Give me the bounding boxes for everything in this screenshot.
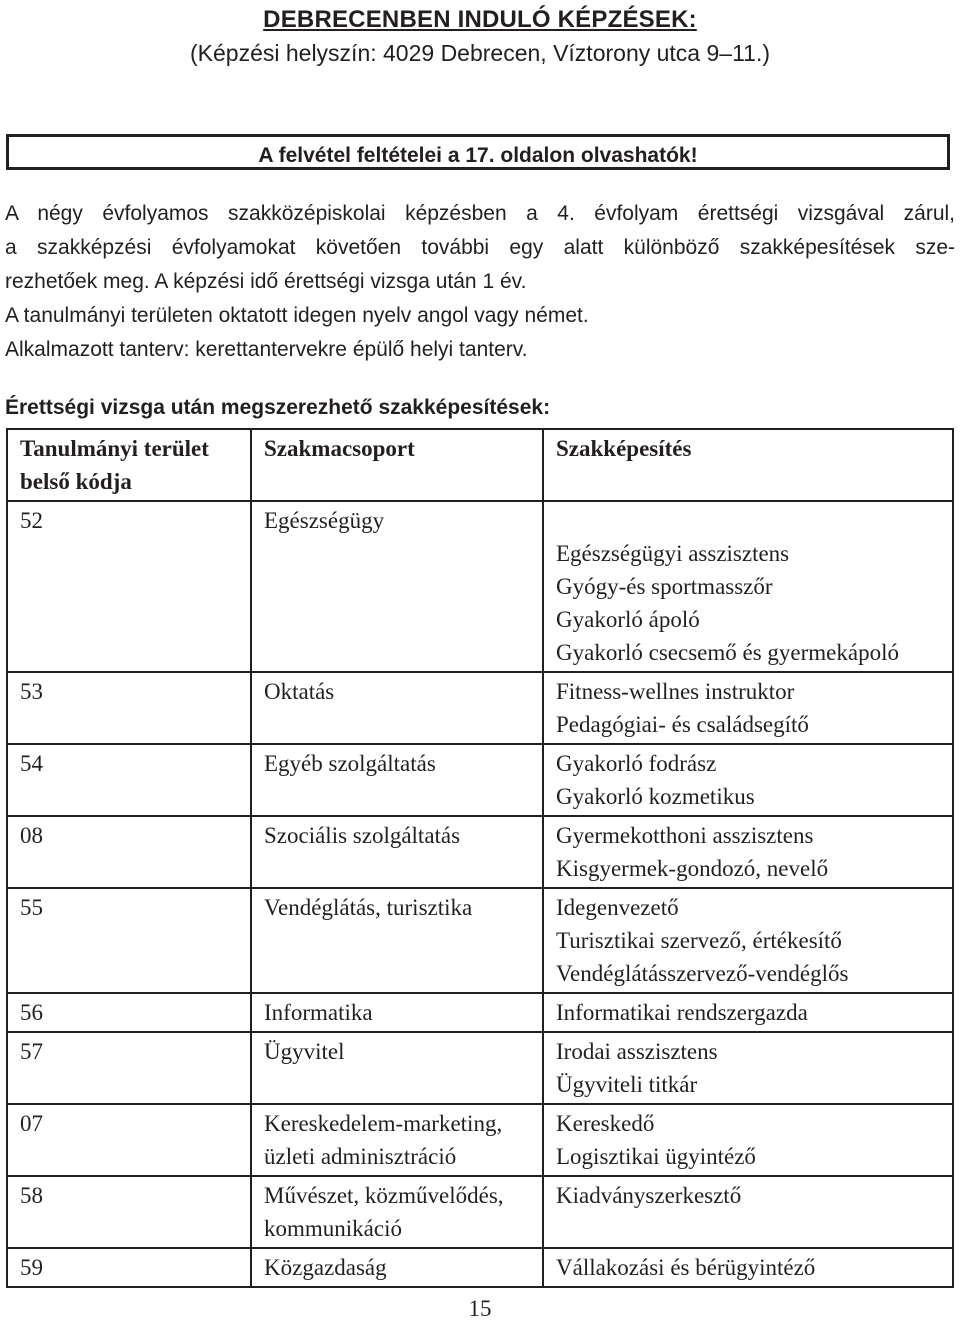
qualification-item: Irodai asszisztens (556, 1039, 718, 1064)
row-code: 53 (7, 672, 251, 744)
table-row (7, 993, 953, 1032)
qualification-item (556, 1212, 940, 1245)
qualification-item: Fitness-wellnes instruktor (556, 679, 795, 704)
intro-line-3: rezhetőek meg. A képzési idő érettségi vizsga után 1 év. (5, 270, 527, 293)
row-group (251, 1104, 543, 1176)
qualifications-table (6, 428, 954, 1288)
qualification-item: Turisztikai szervező, értékesítő (556, 928, 842, 953)
table-row (7, 744, 953, 816)
row-qualifications (543, 744, 953, 816)
row-group: Egészségügy (251, 501, 543, 672)
row-code: 07 (7, 1104, 251, 1176)
row-code: 56 (7, 993, 251, 1032)
row-code: 55 (7, 888, 251, 993)
row-group-line2: kommunikáció (264, 1216, 402, 1241)
row-group (251, 1176, 543, 1248)
table-row (7, 501, 953, 672)
qualification-item: Idegenvezető (556, 895, 679, 920)
table-row (7, 1176, 953, 1248)
header-code (7, 429, 251, 501)
admission-notice-box: A felvétel feltételei a 17. oldalon olvashatók! (6, 134, 950, 170)
row-qualifications (543, 1176, 953, 1248)
row-group-line1: Kereskedelem-marketing, (264, 1111, 503, 1136)
header-code-line2: belső kódja (20, 469, 132, 494)
table-header-row (7, 429, 953, 501)
qualification-item: Gyakorló kozmetikus (556, 784, 755, 809)
page-title: DEBRECENBEN INDULÓ KÉPZÉSEK: (263, 6, 697, 33)
training-location: (Képzési helyszín: 4029 Debrecen, Víztorony utca 9–11.) (189, 40, 770, 66)
row-group: Vendéglátás, turisztika (251, 888, 543, 993)
row-qualifications (543, 1032, 953, 1104)
row-code: 58 (7, 1176, 251, 1248)
row-group: Közgazdaság (251, 1248, 543, 1287)
row-qualifications (543, 993, 953, 1032)
table-row (7, 672, 953, 744)
section-heading: Érettségi vizsga után megszerezhető szakképesítések: (5, 396, 551, 419)
intro-line-1: A négy évfolyamos szakközépiskolai képzésben a 4. évfolyam érettségi vizsgával zárul, (5, 202, 955, 225)
table-row (7, 816, 953, 888)
table-row (7, 1104, 953, 1176)
qualification-item: Egészségügyi asszisztens (556, 541, 790, 566)
row-qualifications (543, 1248, 953, 1287)
header-group: Szakmacsoport (251, 429, 543, 501)
table-row (7, 888, 953, 993)
qualification-item: Gyakorló fodrász (556, 751, 717, 776)
row-qualifications (543, 672, 953, 744)
row-qualifications (543, 888, 953, 993)
qualification-item: Gyógy-és sportmasszőr (556, 574, 773, 599)
qualification-item: Logisztikai ügyintéző (556, 1144, 756, 1169)
row-group: Informatika (251, 993, 543, 1032)
row-group: Ügyvitel (251, 1032, 543, 1104)
header-qualification: Szakképesítés (543, 429, 953, 501)
qualification-item: Pedagógiai- és családsegítő (556, 712, 809, 737)
qualification-item: Gyakorló csecsemő és gyermekápoló (556, 640, 899, 665)
row-qualifications (543, 1104, 953, 1176)
page-number: 15 (468, 1296, 492, 1321)
intro-line-4: A tanulmányi területen oktatott idegen nyelv angol vagy német. (5, 304, 589, 327)
row-qualifications (543, 501, 953, 672)
header-code-line1: Tanulmányi terület (20, 436, 209, 461)
qualification-item: Ügyviteli titkár (556, 1072, 698, 1097)
table-row (7, 1248, 953, 1287)
row-group-line2: üzleti adminisztráció (264, 1144, 457, 1169)
row-code: 57 (7, 1032, 251, 1104)
table-row (7, 1032, 953, 1104)
row-code: 59 (7, 1248, 251, 1287)
qualification-item: Vállakozási és bérügyintéző (556, 1255, 816, 1280)
qualification-item: Gyakorló ápoló (556, 607, 700, 632)
row-group-line1: Művészet, közművelődés, (264, 1183, 504, 1208)
intro-line-2: a szakképzési évfolyamokat követően további egy alatt különböző szakképesítések sze- (5, 236, 955, 259)
row-code: 54 (7, 744, 251, 816)
qualification-item: Kiadványszerkesztő (556, 1183, 742, 1208)
row-group: Egyéb szolgáltatás (251, 744, 543, 816)
qualification-item: Informatikai rendszergazda (556, 1000, 808, 1025)
qualification-item: Vendéglátásszervező-vendéglős (556, 961, 849, 986)
qualification-item (556, 504, 940, 537)
row-code: 08 (7, 816, 251, 888)
row-code: 52 (7, 501, 251, 672)
row-group: Szociális szolgáltatás (251, 816, 543, 888)
qualification-item: Kereskedő (556, 1111, 655, 1136)
qualification-item: Gyermekotthoni asszisztens (556, 823, 814, 848)
intro-line-5: Alkalmazott tanterv: kerettantervekre épülő helyi tanterv. (5, 338, 528, 361)
row-qualifications (543, 816, 953, 888)
row-group: Oktatás (251, 672, 543, 744)
qualification-item: Kisgyermek-gondozó, nevelő (556, 856, 829, 881)
